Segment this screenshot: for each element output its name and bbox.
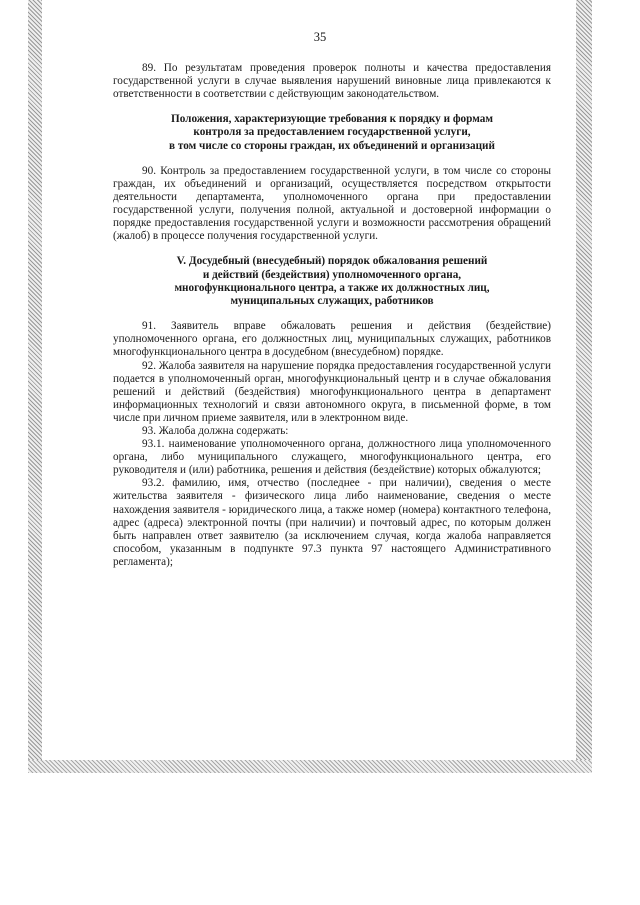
paragraph-92: 92. Жалоба заявителя на нарушение порядка предоставления государственной услуги подается в уполномоченный орган, многофункциональный центр и в случае обжалования решений и действий (бездействия) многофункционального центра в департамент информационных технологий и связи автономного округа, в письменной форме, в том числе при личном приеме заявителя, или в электронном виде.: [113, 359, 551, 424]
heading-line: V. Досудебный (внесудебный) порядок обжалования решений: [176, 255, 488, 268]
scan-border-left: [28, 0, 42, 772]
scan-border-right: [576, 0, 592, 772]
paragraph-93-1: 93.1. наименование уполномоченного органа, должностного лица уполномоченного органа, либо муниципального служащего, многофункционального центра, его руководителя и (или) работника, решения и действия (бездействие) которых обжалуются;: [113, 438, 551, 477]
heading-line: и действий (бездействия) уполномоченного органа,: [202, 268, 462, 281]
heading-line: контроля за предоставлением государственной услуги,: [193, 126, 471, 139]
paragraph-93-2: 93.2. фамилию, имя, отчество (последнее - при наличии), сведения о месте жительства заявителя - физического лица либо наименование, сведения о месте нахождения заявителя - юридического лица, а также номер (номера) контактного телефона, адрес (адреса) электронной почты (при наличии) и почтовый адрес, по которым должен быть направлен ответ заявителю (за исключением случая, когда жалоба направляется способом, указанным в подпункте 97.3 пункта 97 настоящего Административного регламента);: [113, 477, 551, 568]
paragraph-91: 91. Заявитель вправе обжаловать решения и действия (бездействие) уполномоченного органа, его должностных лиц, муниципальных служащих, работников многофункционального центра в досудебном (внесудебном) порядке.: [113, 320, 551, 359]
scan-border-bottom: [28, 760, 592, 773]
heading-line: в том числе со стороны граждан, их объединений и организаций: [169, 139, 495, 152]
heading-line: Положения, характеризующие требования к порядку и формам: [171, 113, 493, 126]
paragraph-93: 93. Жалоба должна содержать:: [142, 425, 289, 438]
page-number: 35: [313, 30, 327, 44]
heading-line: многофункционального центра, а также их должностных лиц,: [174, 281, 490, 294]
section-heading-control: [113, 113, 551, 153]
paragraph-89: 89. По результатам проведения проверок полноты и качества предоставления государственной услуги в случае выявления нарушений виновные лица привлекаются к ответственности в соответствии с действующим законодательством.: [113, 62, 551, 101]
section-heading-appeal: [113, 255, 551, 308]
paragraph-90: 90. Контроль за предоставлением государственной услуги, в том числе со стороны граждан, их объединений и организаций, осуществляется посредством открытости деятельности департамента, уполномоченного органа при предоставлении государственной услуги, получения полной, актуальной и достоверной информации о порядке предоставления государственной услуги и возможности рассмотрения обращений (жалоб) в процессе получения государственной услуги.: [113, 164, 551, 243]
heading-line: муниципальных служащих, работников: [230, 295, 434, 308]
document-body: [113, 62, 551, 569]
